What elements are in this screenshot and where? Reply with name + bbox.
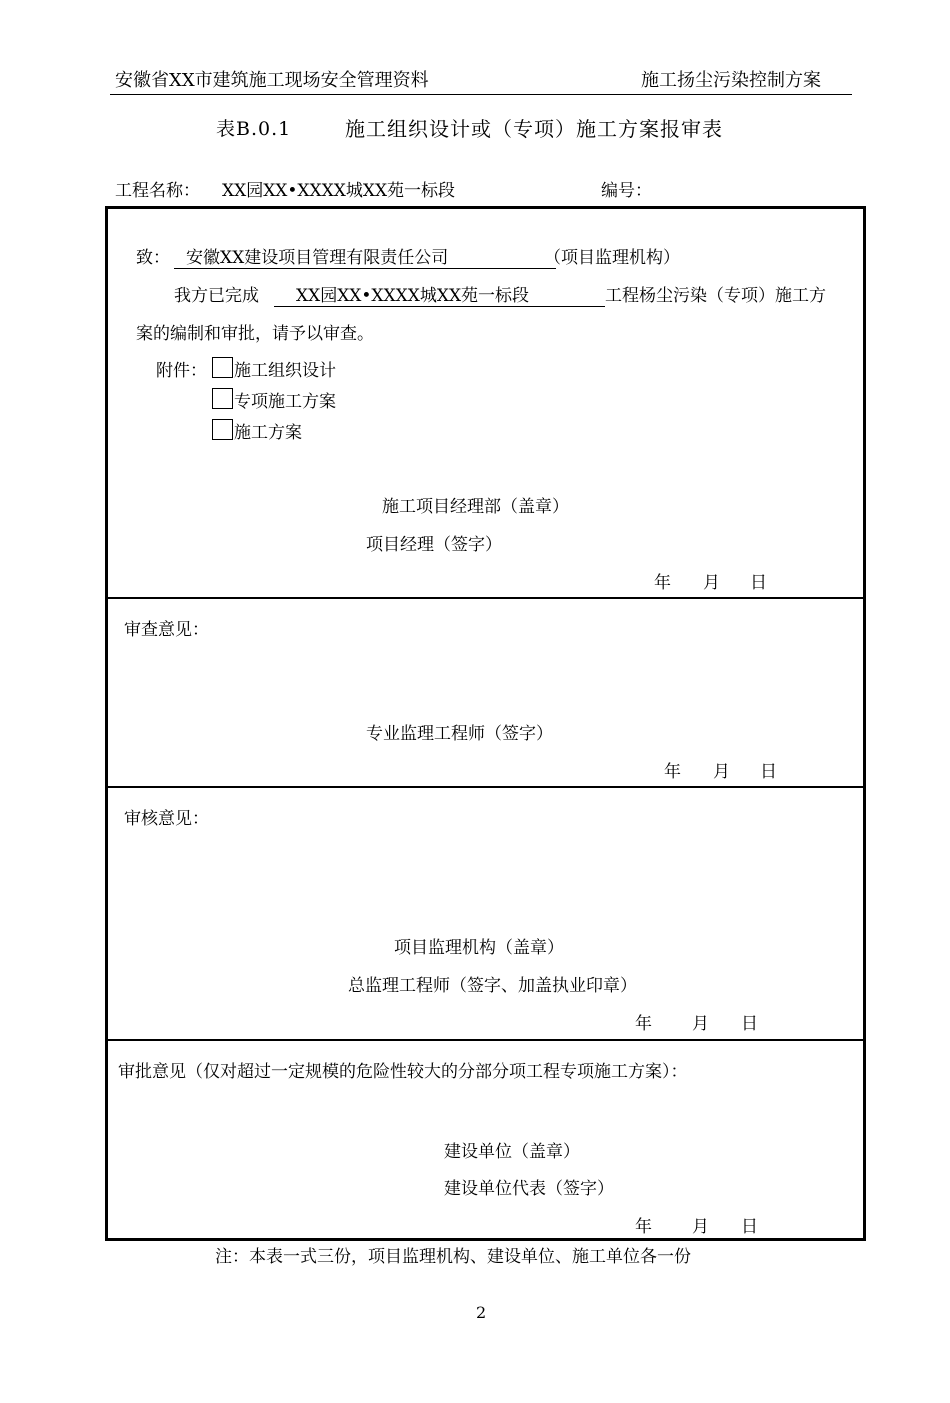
date-line: 年 月 日 — [654, 573, 767, 593]
approval-section — [108, 1041, 863, 1238]
review-section — [108, 599, 863, 786]
completion-suffix: 工程杨尘污染（专项）施工方 — [605, 286, 826, 306]
audit-section — [108, 788, 863, 1039]
to-suffix: （项目监理机构） — [544, 248, 680, 268]
to-prefix: 致： — [136, 248, 170, 268]
project-name-label: 工程名称： — [115, 181, 200, 201]
owner-unit-stamp: 建设单位（盖章） — [444, 1142, 580, 1162]
header-rule — [110, 94, 852, 95]
project-manager-sign: 项目经理（签字） — [366, 535, 502, 555]
approval-form-table — [105, 206, 866, 1241]
completion-prefix: 我方已完成 — [174, 286, 259, 306]
supervision-engineer-sign: 专业监理工程师（签字） — [366, 724, 553, 744]
page-number: 2 — [476, 1303, 487, 1322]
attachment-label-3: 施工方案 — [234, 423, 302, 443]
date-line: 年 月 日 — [635, 1014, 758, 1034]
audit-opinion-label: 审核意见： — [124, 809, 209, 829]
attachment-label-1: 施工组织设计 — [234, 361, 336, 381]
form-title: 施工组织设计或（专项）施工方案报审表 — [345, 117, 723, 141]
project-name-value: XX园XX•XXXX城XX苑一标段 — [222, 181, 456, 201]
date-line: 年 月 日 — [635, 1217, 758, 1237]
header-right-text: 施工扬尘污染控制方案 — [641, 70, 821, 91]
supervision-org-stamp: 项目监理机构（盖章） — [394, 938, 564, 958]
completion-project: XX园XX•XXXX城XX苑一标段 — [274, 281, 605, 307]
owner-rep-sign: 建设单位代表（签字） — [444, 1179, 614, 1199]
number-label: 编号： — [601, 181, 652, 201]
date-line: 年 月 日 — [664, 762, 777, 782]
approval-opinion-label: 审批意见（仅对超过一定规模的危险性较大的分部分项工程专项施工方案）： — [118, 1062, 688, 1082]
to-recipient: 安徽XX建设项目管理有限责任公司 — [174, 243, 556, 269]
attachment-checkbox-2[interactable] — [212, 388, 233, 409]
form-code: 表B.0.1 — [216, 118, 292, 140]
attachment-checkbox-1[interactable] — [212, 357, 233, 378]
attachment-label-2: 专项施工方案 — [234, 392, 336, 412]
submission-section — [108, 209, 863, 597]
completion-line2: 案的编制和审批，请予以审查。 — [136, 324, 374, 344]
contractor-dept-stamp: 施工项目经理部（盖章） — [382, 497, 569, 517]
attachment-checkbox-3[interactable] — [212, 419, 233, 440]
footer-note: 注：本表一式三份，项目监理机构、建设单位、施工单位各一份 — [215, 1247, 691, 1267]
review-opinion-label: 审查意见： — [124, 620, 209, 640]
header-left-text: 安徽省XX市建筑施工现场安全管理资料 — [115, 70, 429, 91]
attachments-label: 附件： — [156, 361, 207, 381]
chief-engineer-sign: 总监理工程师（签字、加盖执业印章） — [348, 976, 637, 996]
